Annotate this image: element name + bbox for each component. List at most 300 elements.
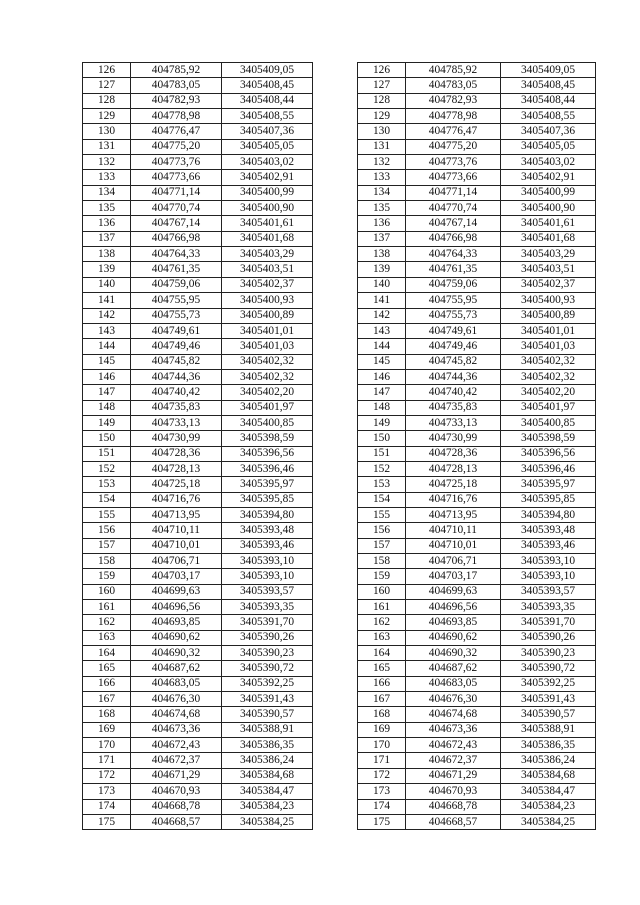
left-point-number: 127 — [83, 78, 131, 93]
right-point-number: 168 — [358, 707, 406, 722]
left-point-number: 169 — [83, 722, 131, 737]
right-x-coordinate: 404775,20 — [406, 139, 501, 154]
column-gap — [313, 630, 358, 645]
left-point-number: 153 — [83, 477, 131, 492]
table-row — [83, 814, 596, 829]
left-point-number: 162 — [83, 615, 131, 630]
left-x-coordinate: 404773,66 — [131, 170, 222, 185]
table-row — [83, 784, 596, 799]
left-point-number: 132 — [83, 155, 131, 170]
right-y-coordinate: 3405403,02 — [501, 155, 596, 170]
left-y-coordinate: 3405401,03 — [222, 339, 313, 354]
left-point-number: 141 — [83, 293, 131, 308]
right-point-number: 175 — [358, 814, 406, 829]
column-gap — [313, 385, 358, 400]
right-y-coordinate: 3405408,45 — [501, 78, 596, 93]
right-x-coordinate: 404670,93 — [406, 784, 501, 799]
right-point-number: 127 — [358, 78, 406, 93]
table-row — [83, 139, 596, 154]
left-x-coordinate: 404668,78 — [131, 799, 222, 814]
left-x-coordinate: 404674,68 — [131, 707, 222, 722]
right-y-coordinate: 3405400,90 — [501, 201, 596, 216]
right-point-number: 156 — [358, 523, 406, 538]
left-point-number: 145 — [83, 354, 131, 369]
right-y-coordinate: 3405400,93 — [501, 293, 596, 308]
right-point-number: 138 — [358, 247, 406, 262]
right-point-number: 153 — [358, 477, 406, 492]
table-row — [83, 231, 596, 246]
table-row — [83, 431, 596, 446]
column-gap — [313, 814, 358, 829]
right-point-number: 142 — [358, 308, 406, 323]
right-point-number: 167 — [358, 692, 406, 707]
left-point-number: 128 — [83, 93, 131, 108]
right-y-coordinate: 3405403,51 — [501, 262, 596, 277]
left-x-coordinate: 404749,61 — [131, 323, 222, 338]
right-point-number: 135 — [358, 201, 406, 216]
table-row — [83, 170, 596, 185]
left-y-coordinate: 3405392,25 — [222, 676, 313, 691]
right-y-coordinate: 3405409,05 — [501, 63, 596, 78]
right-x-coordinate: 404735,83 — [406, 400, 501, 415]
table-row — [83, 692, 596, 707]
right-x-coordinate: 404725,18 — [406, 477, 501, 492]
table-row — [83, 600, 596, 615]
right-x-coordinate: 404716,76 — [406, 492, 501, 507]
right-point-number: 152 — [358, 461, 406, 476]
left-x-coordinate: 404775,20 — [131, 139, 222, 154]
column-gap — [313, 247, 358, 262]
right-x-coordinate: 404773,76 — [406, 155, 501, 170]
table-row — [83, 415, 596, 430]
left-y-coordinate: 3405402,91 — [222, 170, 313, 185]
right-point-number: 147 — [358, 385, 406, 400]
left-point-number: 150 — [83, 431, 131, 446]
right-y-coordinate: 3405402,20 — [501, 385, 596, 400]
column-gap — [313, 507, 358, 522]
left-y-coordinate: 3405401,01 — [222, 323, 313, 338]
left-y-coordinate: 3405391,43 — [222, 692, 313, 707]
right-point-number: 132 — [358, 155, 406, 170]
column-gap — [313, 415, 358, 430]
right-point-number: 139 — [358, 262, 406, 277]
left-x-coordinate: 404671,29 — [131, 768, 222, 783]
right-x-coordinate: 404710,01 — [406, 538, 501, 553]
right-x-coordinate: 404668,78 — [406, 799, 501, 814]
right-y-coordinate: 3405401,68 — [501, 231, 596, 246]
left-y-coordinate: 3405390,57 — [222, 707, 313, 722]
right-x-coordinate: 404672,37 — [406, 753, 501, 768]
right-x-coordinate: 404755,95 — [406, 293, 501, 308]
left-point-number: 129 — [83, 109, 131, 124]
left-y-coordinate: 3405391,70 — [222, 615, 313, 630]
right-y-coordinate: 3405400,99 — [501, 185, 596, 200]
left-y-coordinate: 3405405,05 — [222, 139, 313, 154]
right-point-number: 171 — [358, 753, 406, 768]
left-y-coordinate: 3405388,91 — [222, 722, 313, 737]
left-y-coordinate: 3405400,90 — [222, 201, 313, 216]
left-point-number: 134 — [83, 185, 131, 200]
table-row — [83, 369, 596, 384]
left-x-coordinate: 404672,37 — [131, 753, 222, 768]
left-y-coordinate: 3405408,44 — [222, 93, 313, 108]
left-point-number: 159 — [83, 569, 131, 584]
right-y-coordinate: 3405393,48 — [501, 523, 596, 538]
left-point-number: 149 — [83, 415, 131, 430]
left-y-coordinate: 3405402,37 — [222, 277, 313, 292]
column-gap — [313, 584, 358, 599]
right-x-coordinate: 404693,85 — [406, 615, 501, 630]
column-gap — [313, 354, 358, 369]
right-x-coordinate: 404766,98 — [406, 231, 501, 246]
left-x-coordinate: 404759,06 — [131, 277, 222, 292]
table-row — [83, 722, 596, 737]
left-point-number: 173 — [83, 784, 131, 799]
right-y-coordinate: 3405393,10 — [501, 554, 596, 569]
table-row — [83, 400, 596, 415]
left-point-number: 170 — [83, 738, 131, 753]
left-point-number: 171 — [83, 753, 131, 768]
right-point-number: 172 — [358, 768, 406, 783]
left-x-coordinate: 404676,30 — [131, 692, 222, 707]
left-y-coordinate: 3405408,45 — [222, 78, 313, 93]
right-x-coordinate: 404785,92 — [406, 63, 501, 78]
right-x-coordinate: 404706,71 — [406, 554, 501, 569]
right-x-coordinate: 404764,33 — [406, 247, 501, 262]
left-x-coordinate: 404773,76 — [131, 155, 222, 170]
left-point-number: 130 — [83, 124, 131, 139]
left-y-coordinate: 3405403,51 — [222, 262, 313, 277]
right-point-number: 170 — [358, 738, 406, 753]
left-y-coordinate: 3405395,85 — [222, 492, 313, 507]
left-y-coordinate: 3405403,02 — [222, 155, 313, 170]
left-point-number: 165 — [83, 661, 131, 676]
right-point-number: 148 — [358, 400, 406, 415]
right-x-coordinate: 404770,74 — [406, 201, 501, 216]
left-y-coordinate: 3405402,32 — [222, 354, 313, 369]
right-y-coordinate: 3405393,35 — [501, 600, 596, 615]
left-point-number: 158 — [83, 554, 131, 569]
left-point-number: 157 — [83, 538, 131, 553]
right-x-coordinate: 404776,47 — [406, 124, 501, 139]
right-y-coordinate: 3405401,61 — [501, 216, 596, 231]
left-point-number: 155 — [83, 507, 131, 522]
column-gap — [313, 615, 358, 630]
right-x-coordinate: 404771,14 — [406, 185, 501, 200]
left-x-coordinate: 404735,83 — [131, 400, 222, 415]
right-y-coordinate: 3405402,32 — [501, 369, 596, 384]
left-point-number: 148 — [83, 400, 131, 415]
left-x-coordinate: 404699,63 — [131, 584, 222, 599]
column-gap — [313, 661, 358, 676]
left-point-number: 160 — [83, 584, 131, 599]
left-point-number: 146 — [83, 369, 131, 384]
left-point-number: 138 — [83, 247, 131, 262]
left-x-coordinate: 404761,35 — [131, 262, 222, 277]
column-gap — [313, 231, 358, 246]
right-y-coordinate: 3405390,72 — [501, 661, 596, 676]
left-point-number: 143 — [83, 323, 131, 338]
column-gap — [313, 339, 358, 354]
right-point-number: 166 — [358, 676, 406, 691]
right-x-coordinate: 404749,61 — [406, 323, 501, 338]
table-row — [83, 262, 596, 277]
column-gap — [313, 109, 358, 124]
right-y-coordinate: 3405394,80 — [501, 507, 596, 522]
table-row — [83, 661, 596, 676]
column-gap — [313, 722, 358, 737]
left-x-coordinate: 404778,98 — [131, 109, 222, 124]
right-point-number: 149 — [358, 415, 406, 430]
column-gap — [313, 753, 358, 768]
left-point-number: 133 — [83, 170, 131, 185]
right-y-coordinate: 3405384,47 — [501, 784, 596, 799]
table-row — [83, 738, 596, 753]
right-point-number: 161 — [358, 600, 406, 615]
left-point-number: 126 — [83, 63, 131, 78]
left-point-number: 164 — [83, 646, 131, 661]
right-x-coordinate: 404761,35 — [406, 262, 501, 277]
left-x-coordinate: 404755,95 — [131, 293, 222, 308]
left-point-number: 140 — [83, 277, 131, 292]
table-row — [83, 293, 596, 308]
right-x-coordinate: 404690,32 — [406, 646, 501, 661]
right-point-number: 128 — [358, 93, 406, 108]
right-y-coordinate: 3405390,26 — [501, 630, 596, 645]
right-point-number: 159 — [358, 569, 406, 584]
left-x-coordinate: 404683,05 — [131, 676, 222, 691]
table-row — [83, 554, 596, 569]
right-y-coordinate: 3405393,46 — [501, 538, 596, 553]
right-point-number: 157 — [358, 538, 406, 553]
right-y-coordinate: 3405393,10 — [501, 569, 596, 584]
left-point-number: 154 — [83, 492, 131, 507]
table-row — [83, 753, 596, 768]
table-row — [83, 676, 596, 691]
right-point-number: 174 — [358, 799, 406, 814]
right-x-coordinate: 404773,66 — [406, 170, 501, 185]
right-y-coordinate: 3405401,03 — [501, 339, 596, 354]
left-y-coordinate: 3405401,68 — [222, 231, 313, 246]
right-y-coordinate: 3405396,46 — [501, 461, 596, 476]
left-point-number: 166 — [83, 676, 131, 691]
table-row — [83, 124, 596, 139]
right-x-coordinate: 404699,63 — [406, 584, 501, 599]
left-point-number: 139 — [83, 262, 131, 277]
left-y-coordinate: 3405394,80 — [222, 507, 313, 522]
left-x-coordinate: 404696,56 — [131, 600, 222, 615]
left-y-coordinate: 3405401,61 — [222, 216, 313, 231]
column-gap — [313, 323, 358, 338]
left-y-coordinate: 3405395,97 — [222, 477, 313, 492]
right-x-coordinate: 404683,05 — [406, 676, 501, 691]
left-y-coordinate: 3405384,68 — [222, 768, 313, 783]
left-y-coordinate: 3405396,56 — [222, 446, 313, 461]
left-point-number: 167 — [83, 692, 131, 707]
right-point-number: 163 — [358, 630, 406, 645]
right-x-coordinate: 404703,17 — [406, 569, 501, 584]
left-y-coordinate: 3405386,35 — [222, 738, 313, 753]
right-y-coordinate: 3405401,97 — [501, 400, 596, 415]
column-gap — [313, 461, 358, 476]
column-gap — [313, 692, 358, 707]
right-point-number: 165 — [358, 661, 406, 676]
table-row — [83, 277, 596, 292]
left-x-coordinate: 404783,05 — [131, 78, 222, 93]
column-gap — [313, 216, 358, 231]
right-y-coordinate: 3405395,97 — [501, 477, 596, 492]
right-y-coordinate: 3405386,35 — [501, 738, 596, 753]
right-point-number: 158 — [358, 554, 406, 569]
left-x-coordinate: 404725,18 — [131, 477, 222, 492]
left-x-coordinate: 404710,11 — [131, 523, 222, 538]
table-row — [83, 216, 596, 231]
column-gap — [313, 63, 358, 78]
right-y-coordinate: 3405403,29 — [501, 247, 596, 262]
left-point-number: 136 — [83, 216, 131, 231]
table-row — [83, 446, 596, 461]
left-x-coordinate: 404770,74 — [131, 201, 222, 216]
left-y-coordinate: 3405400,93 — [222, 293, 313, 308]
right-x-coordinate: 404730,99 — [406, 431, 501, 446]
left-x-coordinate: 404690,62 — [131, 630, 222, 645]
right-x-coordinate: 404674,68 — [406, 707, 501, 722]
column-gap — [313, 554, 358, 569]
left-point-number: 152 — [83, 461, 131, 476]
column-gap — [313, 400, 358, 415]
right-point-number: 162 — [358, 615, 406, 630]
coordinate-table — [82, 62, 596, 830]
left-y-coordinate: 3405390,72 — [222, 661, 313, 676]
left-y-coordinate: 3405384,25 — [222, 814, 313, 829]
right-point-number: 144 — [358, 339, 406, 354]
left-point-number: 161 — [83, 600, 131, 615]
table-row — [83, 93, 596, 108]
right-y-coordinate: 3405391,70 — [501, 615, 596, 630]
left-y-coordinate: 3405402,20 — [222, 385, 313, 400]
table-row — [83, 646, 596, 661]
right-y-coordinate: 3405391,43 — [501, 692, 596, 707]
right-x-coordinate: 404668,57 — [406, 814, 501, 829]
column-gap — [313, 78, 358, 93]
left-x-coordinate: 404766,98 — [131, 231, 222, 246]
left-x-coordinate: 404706,71 — [131, 554, 222, 569]
column-gap — [313, 707, 358, 722]
column-gap — [313, 600, 358, 615]
left-point-number: 135 — [83, 201, 131, 216]
left-x-coordinate: 404764,33 — [131, 247, 222, 262]
column-gap — [313, 477, 358, 492]
right-point-number: 145 — [358, 354, 406, 369]
right-y-coordinate: 3405390,23 — [501, 646, 596, 661]
right-y-coordinate: 3405408,44 — [501, 93, 596, 108]
left-x-coordinate: 404716,76 — [131, 492, 222, 507]
left-y-coordinate: 3405400,89 — [222, 308, 313, 323]
right-point-number: 143 — [358, 323, 406, 338]
right-x-coordinate: 404744,36 — [406, 369, 501, 384]
table-row — [83, 247, 596, 262]
right-point-number: 133 — [358, 170, 406, 185]
table-row — [83, 109, 596, 124]
right-y-coordinate: 3405401,01 — [501, 323, 596, 338]
table-row — [83, 799, 596, 814]
right-point-number: 136 — [358, 216, 406, 231]
right-y-coordinate: 3405384,25 — [501, 814, 596, 829]
column-gap — [313, 523, 358, 538]
right-y-coordinate: 3405407,36 — [501, 124, 596, 139]
left-x-coordinate: 404728,13 — [131, 461, 222, 476]
column-gap — [313, 93, 358, 108]
right-x-coordinate: 404687,62 — [406, 661, 501, 676]
column-gap — [313, 446, 358, 461]
column-gap — [313, 124, 358, 139]
left-y-coordinate: 3405384,47 — [222, 784, 313, 799]
column-gap — [313, 308, 358, 323]
left-y-coordinate: 3405396,46 — [222, 461, 313, 476]
table-row — [83, 354, 596, 369]
right-x-coordinate: 404782,93 — [406, 93, 501, 108]
left-x-coordinate: 404767,14 — [131, 216, 222, 231]
right-x-coordinate: 404759,06 — [406, 277, 501, 292]
table-row — [83, 707, 596, 722]
right-y-coordinate: 3405390,57 — [501, 707, 596, 722]
left-x-coordinate: 404733,13 — [131, 415, 222, 430]
right-y-coordinate: 3405402,91 — [501, 170, 596, 185]
right-x-coordinate: 404740,42 — [406, 385, 501, 400]
right-point-number: 130 — [358, 124, 406, 139]
table-row — [83, 308, 596, 323]
table-row — [83, 201, 596, 216]
left-y-coordinate: 3405393,10 — [222, 554, 313, 569]
left-point-number: 147 — [83, 385, 131, 400]
left-x-coordinate: 404693,85 — [131, 615, 222, 630]
table-row — [83, 768, 596, 783]
left-y-coordinate: 3405408,55 — [222, 109, 313, 124]
column-gap — [313, 293, 358, 308]
left-y-coordinate: 3405403,29 — [222, 247, 313, 262]
left-y-coordinate: 3405390,23 — [222, 646, 313, 661]
column-gap — [313, 569, 358, 584]
left-point-number: 163 — [83, 630, 131, 645]
right-x-coordinate: 404676,30 — [406, 692, 501, 707]
left-x-coordinate: 404713,95 — [131, 507, 222, 522]
right-point-number: 129 — [358, 109, 406, 124]
right-point-number: 137 — [358, 231, 406, 246]
left-point-number: 137 — [83, 231, 131, 246]
column-gap — [313, 369, 358, 384]
left-x-coordinate: 404687,62 — [131, 661, 222, 676]
left-point-number: 131 — [83, 139, 131, 154]
right-y-coordinate: 3405384,23 — [501, 799, 596, 814]
left-point-number: 151 — [83, 446, 131, 461]
table-row — [83, 323, 596, 338]
left-x-coordinate: 404785,92 — [131, 63, 222, 78]
left-y-coordinate: 3405390,26 — [222, 630, 313, 645]
left-y-coordinate: 3405393,10 — [222, 569, 313, 584]
right-x-coordinate: 404713,95 — [406, 507, 501, 522]
left-y-coordinate: 3405393,35 — [222, 600, 313, 615]
right-x-coordinate: 404755,73 — [406, 308, 501, 323]
right-x-coordinate: 404696,56 — [406, 600, 501, 615]
left-x-coordinate: 404745,82 — [131, 354, 222, 369]
left-x-coordinate: 404728,36 — [131, 446, 222, 461]
right-x-coordinate: 404728,13 — [406, 461, 501, 476]
left-y-coordinate: 3405393,48 — [222, 523, 313, 538]
left-point-number: 175 — [83, 814, 131, 829]
left-x-coordinate: 404673,36 — [131, 722, 222, 737]
column-gap — [313, 738, 358, 753]
right-x-coordinate: 404783,05 — [406, 78, 501, 93]
